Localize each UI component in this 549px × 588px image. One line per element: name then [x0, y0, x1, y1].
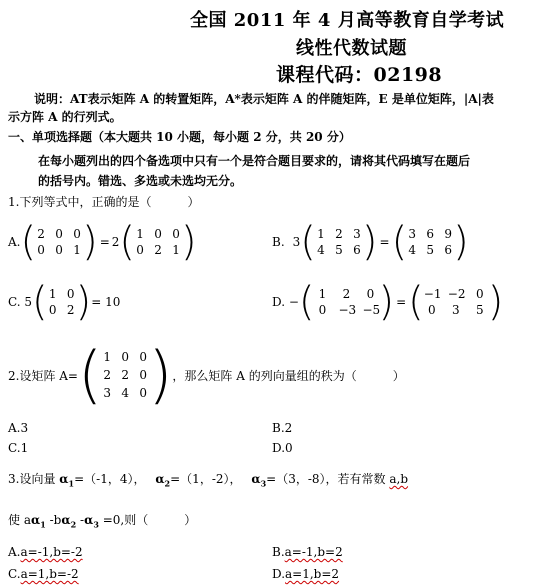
- exam-subject: 线性代数试题: [296, 38, 407, 59]
- q1-a-rhs-matrix: ( 1 0 0 0 2 1 ): [119, 219, 197, 265]
- question-2: [8, 338, 405, 411]
- q3-spell-flag: a,b: [389, 472, 409, 486]
- question-1-stem: 1.下列等式中，正确的是（ ）: [8, 195, 200, 209]
- note-line-2: 示方阵 A 的行列式。: [8, 110, 122, 124]
- q2-prefix: 2.设矩阵 A=: [8, 368, 78, 383]
- q1-d-rhs-matrix: ( −1 −2 0 0 3 5 ): [408, 279, 504, 325]
- section-heading: 一、单项选择题（本大题共 10 小题，每小题 2 分，共 20 分）: [8, 130, 351, 144]
- section-instruction-1: 在每小题列出的四个备选项中只有一个是符合题目要求的，请将其代码填写在题后: [38, 154, 471, 168]
- q3-option-a: A.a=-1,b=-2: [8, 545, 83, 559]
- q1-option-b: B. 3 ( 1 2 3 4 5 6 ) = ( 3 6 9 4 5 6 ): [272, 219, 469, 265]
- q3-option-d: D.a=1,b=2: [272, 567, 340, 581]
- q2-option-b: B.2: [272, 421, 293, 435]
- q2-matrix: ( 1 0 0 2 2 0 3 4 0 ): [78, 338, 173, 411]
- question-3-line-1: 3.设向量 $\alpha_1=(-1$，4）， $\alpha_2=(1$，-2）， $\alpha_3=(3$，-8），若有常数 a,b: [8, 472, 409, 489]
- q1-b-rhs-matrix: ( 3 6 9 4 5 6 ): [391, 219, 469, 265]
- exam-title: 全国 2011 年 4 月高等教育自学考试: [190, 10, 505, 31]
- q3-option-b: B.a=-1,b=2: [272, 545, 343, 559]
- q1-option-c: C. 5 ( 1 0 0 2 ) = 10: [8, 279, 121, 325]
- q2-suffix: ，那么矩阵 A 的列向量组的秩为（ ）: [172, 368, 405, 383]
- q1-a-lhs-matrix: ( 2 0 0 0 0 1 ): [20, 219, 98, 265]
- q1-d-lhs-matrix: ( 1 2 0 0 −3 −5 ): [298, 279, 395, 325]
- q2-option-d: D.0: [272, 441, 293, 455]
- note-line-1: 说明：AT表示矩阵 A 的转置矩阵，A*表示矩阵 A 的伴随矩阵，E 是单位矩阵，|A|表: [34, 92, 494, 106]
- q1-option-a: A. ( 2 0 0 0 0 1 ) = 2 ( 1 0 0 0 2 1 ): [8, 219, 197, 265]
- section-instruction-2: 的括号内。错选、多选或未选均无分。: [38, 174, 243, 188]
- q2-option-c: C.1: [8, 441, 29, 455]
- q1-a-label: A.: [8, 235, 21, 249]
- q1-c-matrix: ( 1 0 0 2 ): [32, 279, 92, 325]
- course-code: 课程代码：02198: [276, 64, 443, 86]
- q2-option-a: A.3: [8, 421, 29, 435]
- q3-option-c: C.a=1,b=-2: [8, 567, 79, 581]
- question-3-line-2: 使 $a\alpha_1$ $-b\alpha_2$ $-\alpha_3 =0$,则（ ）: [8, 513, 197, 530]
- q1-b-lhs-matrix: ( 1 2 3 4 5 6 ): [300, 219, 378, 265]
- q1-option-d: D. − ( 1 2 0 0 −3 −5 ) = ( −1 −2 0 0 3 5 ): [272, 279, 504, 325]
